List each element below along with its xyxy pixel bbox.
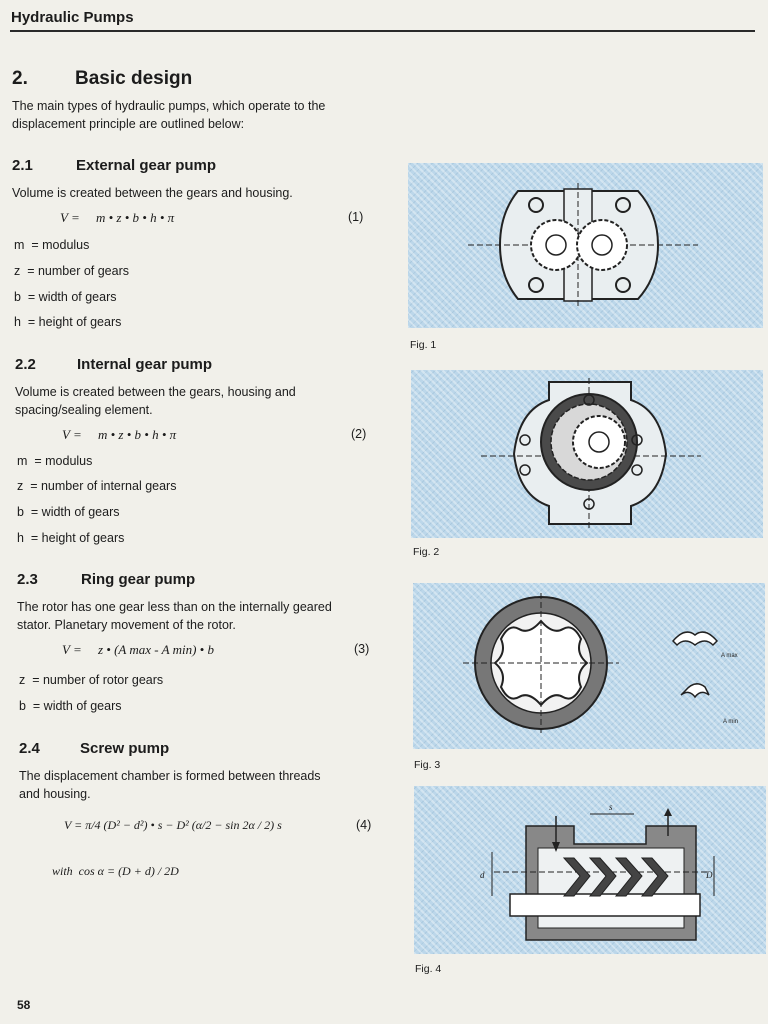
text-2-4-line-2: and housing. xyxy=(19,787,91,801)
text-2-3-line-2: stator. Planetary movement of the rotor. xyxy=(17,618,236,632)
figure-4-screw-pump xyxy=(414,786,766,954)
intro-line-1: The main types of hydraulic pumps, which operate to the xyxy=(12,99,326,113)
header-rule xyxy=(10,30,755,32)
definition-item: h = height of gears xyxy=(17,531,125,545)
section-title: Basic design xyxy=(75,68,193,89)
definition-item: b = width of gears xyxy=(19,699,122,713)
formula-2: V = m • z • b • h • π xyxy=(62,427,177,442)
equation-number-4: (4) xyxy=(356,818,372,832)
screw-pump-diagram xyxy=(414,786,766,954)
equation-number-1: (1) xyxy=(348,210,364,224)
figure-3-caption: Fig. 3 xyxy=(414,759,441,771)
text-2-2-line-2: spacing/sealing element. xyxy=(15,403,153,417)
formula-4: V = π/4 (D² − d²) • s − D² (α/2 − sin 2α / 2) s xyxy=(64,818,282,832)
equation-number-3: (3) xyxy=(354,642,370,656)
section-number: 2. xyxy=(12,68,28,89)
internal-gear-pump-diagram xyxy=(411,370,763,538)
formula-cos-alpha: with cos α = (D + d) / 2D xyxy=(52,864,179,878)
label-d: d xyxy=(480,870,485,880)
subsection-number-2-3: 2.3 xyxy=(17,571,38,588)
text-2-3-line-1: The rotor has one gear less than on the internally geared xyxy=(17,600,332,614)
figure-3-ring-gear-pump xyxy=(413,583,765,749)
external-gear-pump-diagram xyxy=(408,163,763,328)
text-2-4-line-1: The displacement chamber is formed between threads xyxy=(19,769,321,783)
figure-4-caption: Fig. 4 xyxy=(415,963,442,975)
subsection-title-2-2: Internal gear pump xyxy=(77,356,213,373)
figure-2-caption: Fig. 2 xyxy=(413,546,440,558)
page-number: 58 xyxy=(17,998,31,1012)
text-2-1: Volume is created between the gears and housing. xyxy=(12,186,293,200)
ring-gear-pump-diagram xyxy=(413,583,765,749)
equation-number-2: (2) xyxy=(351,427,367,441)
text-2-2-line-1: Volume is created between the gears, housing and xyxy=(15,385,296,399)
running-header: Hydraulic Pumps xyxy=(11,9,134,26)
label-amax: A max xyxy=(721,653,738,659)
definition-item: h = height of gears xyxy=(14,315,122,329)
definition-item: z = number of rotor gears xyxy=(19,673,164,687)
label-s: s xyxy=(609,802,613,812)
subsection-number-2-2: 2.2 xyxy=(15,356,36,373)
definition-item: m = modulus xyxy=(17,454,93,468)
formula-1: V = m • z • b • h • π xyxy=(60,210,175,225)
formula-3: V = z • (A max - A min) • b xyxy=(62,642,214,657)
subsection-title-2-1: External gear pump xyxy=(76,157,217,174)
subsection-number-2-1: 2.1 xyxy=(12,157,33,174)
definition-item: m = modulus xyxy=(14,238,90,252)
intro-line-2: displacement principle are outlined below: xyxy=(12,117,245,131)
definition-item: b = width of gears xyxy=(14,290,117,304)
figure-1-caption: Fig. 1 xyxy=(410,339,437,351)
label-amin: A min xyxy=(723,719,739,725)
definition-item: z = number of gears xyxy=(14,264,129,278)
label-D: D xyxy=(706,870,713,880)
subsection-title-2-3: Ring gear pump xyxy=(81,571,196,588)
subsection-number-2-4: 2.4 xyxy=(19,740,40,757)
figure-1-external-gear-pump xyxy=(408,163,763,328)
figure-2-internal-gear-pump xyxy=(411,370,763,538)
subsection-title-2-4: Screw pump xyxy=(80,740,170,757)
definition-item: b = width of gears xyxy=(17,505,120,519)
definition-item: z = number of internal gears xyxy=(17,479,177,493)
